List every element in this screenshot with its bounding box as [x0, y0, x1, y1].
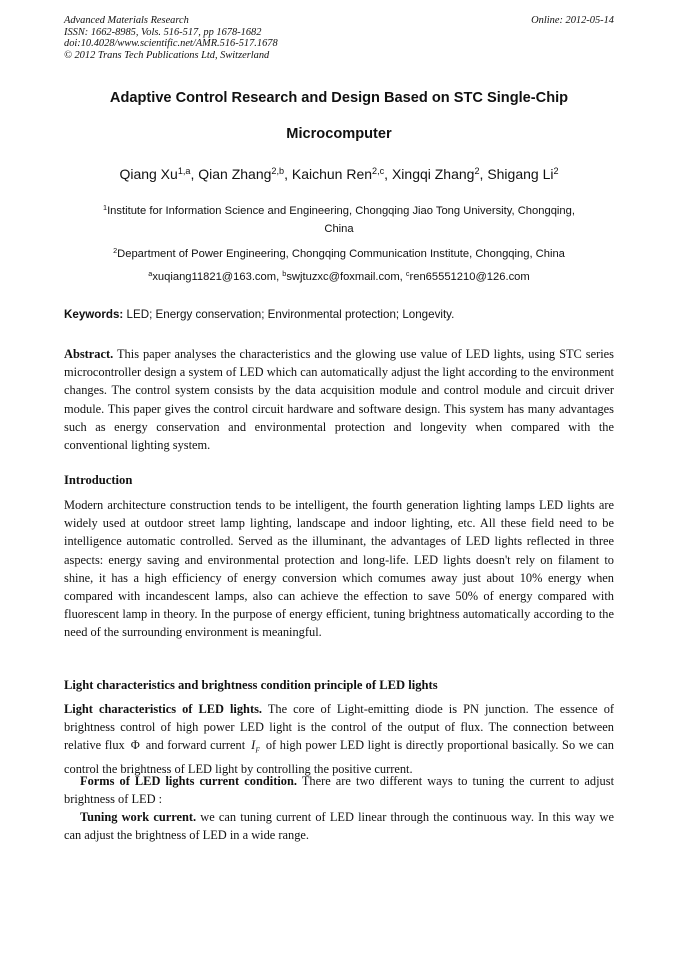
keywords-text: LED; Energy conservation; Environmental protection; Longevity. — [126, 308, 455, 321]
paper-title-line1: Adaptive Control Research and Design Based on STC Single-Chip — [109, 90, 569, 106]
abstract-text: This paper analyses the characteristics and the glowing use value of LED lights, using STC series microcontroller design a system of LED which can automatically adjust the light according to the environment changes. The control system consists by the data acquisition module and control module and circuit driver module. This paper gives the control circuit hardware and software design. This system has many advantages such as energy conservation and environmental protection and longevity when compared with the conventional lighting system. — [64, 347, 615, 453]
author-list: Qiang Xu$^{1,a}$, Qian Zhang$^{2,b}$, Kaichun Ren$^{2,c}$, Xingqi Zhang$^2$, Shigang Li$^2$ — [119, 166, 559, 182]
author: Shigang Li$^2$ — [487, 166, 559, 182]
issn-line: ISSN: 1662-8985, Vols. 516-517, pp 1678-1682 — [64, 26, 262, 38]
abstract-label: Abstract. — [64, 347, 114, 361]
copyright-line: © 2012 Trans Tech Publications Ltd, Switzerland — [64, 49, 270, 61]
current-symbol: $I_F$ — [251, 738, 260, 755]
author: Qiang Xu$^{1,a}$ — [119, 166, 191, 182]
doi-line: doi:10.4028/www.scientific.net/AMR.516-517.1678 — [64, 38, 278, 50]
keywords — [64, 308, 614, 321]
affiliation-1: $^1$Institute for Information Science and Engineering, Chongqing Jiao Tong University, Chongqing, China — [103, 203, 575, 235]
journal-name: Advanced Materials Research — [64, 15, 189, 26]
introduction-text: Modern architecture construction tends to be intelligent, the fourth generation lighting lamps LED lights are widely used at outdoor street lamp lighting, landscape and indoor lighting, etc. All these field need to be intelligence automatic controlled. Served as the illuminant, the advantages of LED lights reflected in three aspects: energy saving and environmental protection and long-life. LED lights doesn't rely on filament to shine, it has a high efficiency of energy conversion which comumes away just about 10% energy when compared with incandescent lamps, also can achieve the effection to save 50% of energy compared with fluorescent lamp in theory. In the purpose of energy efficient, tuning brightness automatically according to the need of the surrounding environment is meaningful. — [64, 498, 614, 640]
author: Qian Zhang$^{2,b}$ — [198, 166, 285, 182]
abstract — [64, 345, 614, 454]
paragraph-tuning-work-current: Tuning work current. we can tuning current of LED linear through the continuous way. In this way we can adjust the brightness of LED in a wide range. — [64, 810, 614, 843]
author: Kaichun Ren$^{2,c}$ — [291, 166, 385, 182]
paper-title-line2: Microcomputer — [286, 126, 392, 142]
email-list: $^a$xuqiang11821@163.com, $^b$swjtuzxc@foxmail.com, $^c$ren65551210@126.com — [148, 269, 530, 283]
author: Xingqi Zhang$^2$ — [391, 166, 480, 182]
flux-symbol: Φ — [130, 738, 140, 753]
journal-header — [64, 15, 278, 61]
section-heading-introduction: Introduction — [64, 473, 133, 487]
paragraph-current-condition: Forms of LED lights current condition. There are two different ways to tuning the current to adjust brightness of LED : — [64, 774, 615, 807]
online-date: Online: 2012-05-14 — [531, 15, 614, 26]
paragraph-light-characteristics: Light characteristics of LED lights. The core of Light-emitting diode is PN junction. The essence of brightness control of high power LED light is the control of the output of flux. The connection between relative flux Φ and forward current $I_F$ of high power LED light is directly proportional basically. So we can control the brightness of LED light by controlling the positive current. — [64, 702, 615, 777]
email: $^b$swjtuzxc@foxmail.com — [282, 269, 400, 283]
keywords-label: Keywords: — [64, 308, 124, 321]
email: $^a$xuqiang11821@163.com — [148, 269, 277, 283]
email: $^c$ren65551210@126.com — [405, 269, 530, 283]
section-heading-light-characteristics: Light characteristics and brightness condition principle of LED lights — [64, 678, 438, 692]
affiliation-2: $^2$Department of Power Engineering, Chongqing Communication Institute, Chongqing, China — [113, 246, 565, 260]
